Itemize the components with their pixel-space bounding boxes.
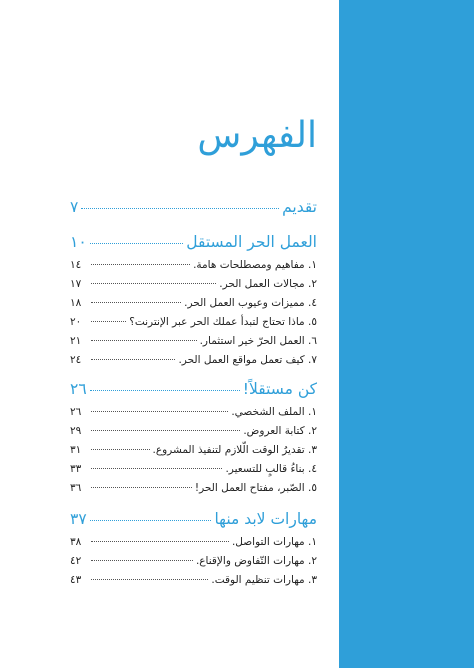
entry-page-number: ١٧ [70, 278, 82, 290]
dot-leader [91, 560, 193, 561]
dot-leader [91, 321, 126, 322]
toc-entry[interactable] [70, 297, 317, 316]
entry-label: ٢. مهارات التّفاوض والإقناع. [195, 555, 317, 567]
section-title: كن مستقلاً! [242, 380, 317, 398]
dot-leader [91, 283, 216, 284]
entry-label: ٥. الصّبر، مفتاح العمل الحر! [194, 482, 317, 494]
dot-leader [91, 411, 228, 412]
section-title: تقديم [282, 198, 317, 216]
toc-section-essential-skills [70, 510, 317, 593]
dot-leader [91, 449, 150, 450]
toc-entry[interactable] [70, 278, 317, 297]
toc-entry[interactable] [70, 406, 317, 425]
dot-leader [91, 579, 208, 580]
toc-section-heading[interactable] [70, 510, 317, 536]
entry-page-number: ٢٤ [70, 354, 82, 366]
toc-entry[interactable] [70, 444, 317, 463]
entry-label: ٣. تقديرُ الوقت الّلازم لتنفيذ المشروع. [152, 444, 317, 456]
entry-label: ١. الملف الشخصي. [231, 406, 317, 418]
side-color-band [339, 0, 474, 668]
entry-page-number: ٢٦ [70, 406, 82, 418]
section-page-number: ١٠ [70, 233, 87, 251]
toc-entry[interactable] [70, 335, 317, 354]
entry-page-number: ٤٣ [70, 574, 82, 586]
dot-leader [91, 541, 229, 542]
entry-label: ٢. مجالات العمل الحر. [219, 278, 317, 290]
entry-page-number: ٣٨ [70, 536, 82, 548]
dot-leader [91, 264, 190, 265]
entry-page-number: ١٤ [70, 259, 82, 271]
section-title: مهارات لابد منها [214, 510, 317, 528]
dot-leader [90, 243, 184, 244]
entry-label: ٢. كتابة العروض. [243, 425, 317, 437]
toc-section-heading[interactable] [70, 233, 317, 259]
toc-entry[interactable] [70, 259, 317, 278]
entry-label: ٥. ماذا تحتاج لتبدأ عملك الحر عبر الإنترنت؟ [129, 316, 317, 328]
toc-entry[interactable] [70, 482, 317, 501]
section-page-number: ٣٧ [70, 510, 87, 528]
section-title: العمل الحر المستقل [186, 233, 317, 251]
dot-leader [91, 302, 181, 303]
entry-label: ٤. بناءُ قالبٍ للتسعير. [225, 463, 317, 475]
entry-page-number: ٢١ [70, 335, 82, 347]
entry-label: ١. مفاهيم ومصطلحات هامة. [193, 259, 317, 271]
entry-page-number: ٣٦ [70, 482, 82, 494]
toc-entry[interactable] [70, 425, 317, 444]
toc-section-heading[interactable] [70, 380, 317, 406]
toc-entry[interactable] [70, 574, 317, 593]
toc-section-freelance-work [70, 233, 317, 373]
entry-label: ٦. العمل الحرّ خير استثمار. [199, 335, 317, 347]
entry-page-number: ٣١ [70, 444, 82, 456]
entry-page-number: ٢٠ [70, 316, 82, 328]
entry-page-number: ٤٢ [70, 555, 82, 567]
toc-section-heading[interactable] [70, 198, 317, 224]
entry-label: ٤. مميزات وعيوب العمل الحر. [184, 297, 317, 309]
dot-leader [91, 340, 197, 341]
page-title: الفهرس [197, 115, 317, 156]
dot-leader [91, 468, 222, 469]
toc-entry[interactable] [70, 463, 317, 482]
dot-leader [91, 487, 192, 488]
entry-label: ١. مهارات التواصل. [231, 536, 317, 548]
entry-label: ٧. كيف تعمل مواقع العمل الحر. [178, 354, 317, 366]
entry-page-number: ١٨ [70, 297, 82, 309]
toc-section-intro [70, 198, 317, 224]
entry-label: ٣. مهارات تنظيم الوقت. [211, 574, 317, 586]
section-page-number: ٧ [70, 198, 79, 216]
toc-entry[interactable] [70, 354, 317, 373]
dot-leader [90, 390, 240, 391]
entry-page-number: ٣٣ [70, 463, 82, 475]
toc-section-be-independent [70, 380, 317, 501]
toc-entry[interactable] [70, 536, 317, 555]
dot-leader [81, 208, 279, 209]
toc-entry[interactable] [70, 555, 317, 574]
dot-leader [91, 359, 175, 360]
dot-leader [91, 430, 240, 431]
entry-page-number: ٢٩ [70, 425, 82, 437]
section-page-number: ٢٦ [70, 380, 87, 398]
toc-entry[interactable] [70, 316, 317, 335]
dot-leader [90, 520, 212, 521]
